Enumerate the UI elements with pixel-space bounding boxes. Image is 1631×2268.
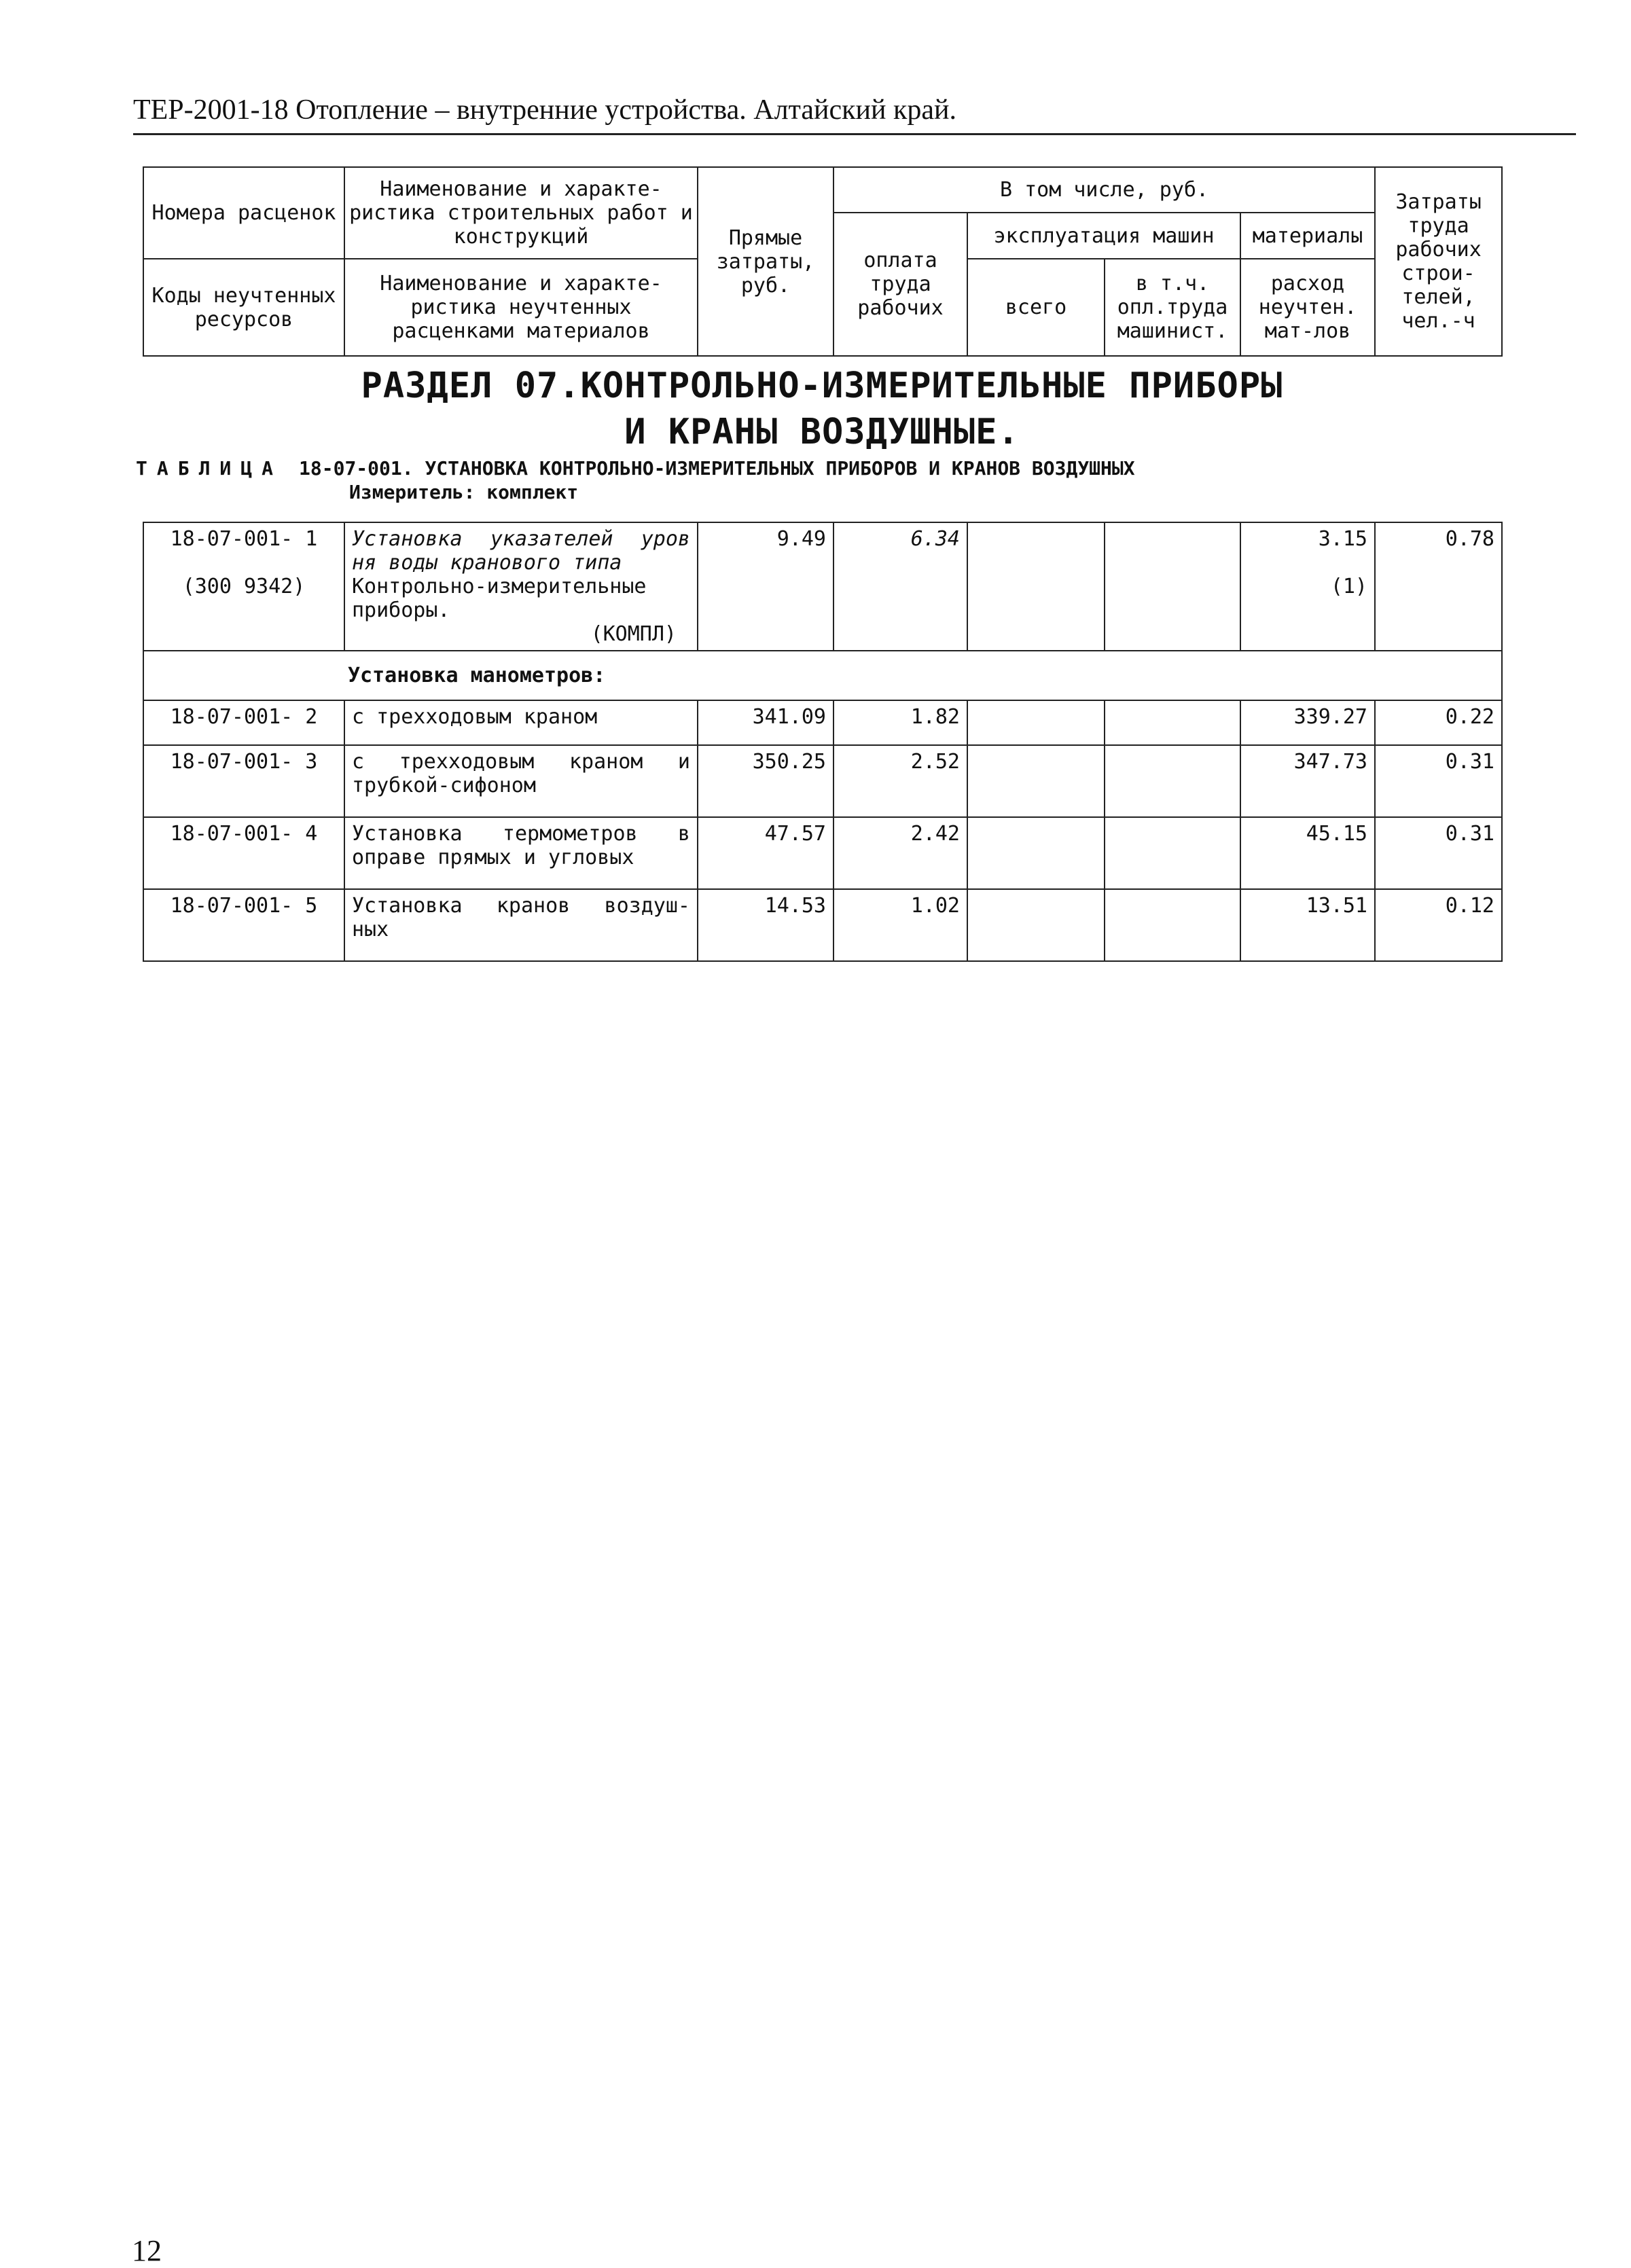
resource-unit: (КОМПЛ) <box>590 622 677 646</box>
rate-name: Установка кранов воздуш- ных <box>344 889 698 961</box>
worker-pay-value: 6.34 <box>834 522 967 651</box>
worker-pay-value: 2.52 <box>834 745 967 817</box>
table-label: ТАБЛИЦА <box>136 457 283 480</box>
col-rate-numbers: Номера расценок <box>143 167 344 259</box>
materials-value: 339.27 <box>1240 700 1375 745</box>
row-code-cell <box>143 522 344 651</box>
operator-pay-value <box>1105 889 1240 961</box>
table-row <box>143 889 1502 961</box>
machines-value <box>967 889 1105 961</box>
column-header-table <box>143 166 1503 357</box>
operator-pay-value <box>1105 700 1240 745</box>
col-operator-pay: в т.ч. опл.труда машинист. <box>1105 259 1240 356</box>
col-unaccounted-usage: расход неучтен. мат-лов <box>1240 259 1375 356</box>
rate-code: 18-07-001- 2 <box>143 700 344 745</box>
rate-code: 18-07-001- 5 <box>143 889 344 961</box>
resource-name: Контрольно-измерительные приборы. <box>352 575 647 622</box>
rate-name: с трехходовым краном <box>344 700 698 745</box>
worker-pay-value: 1.02 <box>834 889 967 961</box>
table-row <box>143 700 1502 745</box>
rate-code: 18-07-001- 3 <box>143 745 344 817</box>
table-caption <box>136 457 1135 480</box>
group-title-manometers: Установка манометров: <box>143 651 1502 700</box>
table-row <box>143 522 1502 651</box>
operator-pay-value <box>1105 745 1240 817</box>
section-title-line-1: РАЗДЕЛ 07.КОНТРОЛЬНО-ИЗМЕРИТЕЛЬНЫЕ ПРИБОРЫ <box>361 365 1283 406</box>
table-caption-text: 18-07-001. УСТАНОВКА КОНТРОЛЬНО-ИЗМЕРИТЕЛЬНЫХ ПРИБОРОВ И КРАНОВ ВОЗДУШНЫХ <box>299 457 1135 480</box>
operator-pay-value <box>1105 817 1240 889</box>
header-rule <box>133 133 1576 135</box>
machines-value <box>967 817 1105 889</box>
direct-costs-value: 350.25 <box>698 745 834 817</box>
col-resource-codes: Коды неучтенных ресурсов <box>143 259 344 356</box>
row-materials-cell <box>1240 522 1375 651</box>
labor-value: 0.31 <box>1375 745 1502 817</box>
col-labor-costs: Затраты труда рабочих строи- телей, чел.-ч <box>1375 167 1502 356</box>
labor-value: 0.22 <box>1375 700 1502 745</box>
rate-name: Установка термометров в оправе прямых и угловых <box>344 817 698 889</box>
machines-value <box>967 522 1105 651</box>
materials-value: 13.51 <box>1240 889 1375 961</box>
group-row <box>143 651 1502 700</box>
labor-value: 0.78 <box>1375 522 1502 651</box>
col-including: В том числе, руб. <box>834 167 1375 213</box>
usage-value: (1) <box>1330 575 1367 598</box>
col-direct-costs: Прямые затраты, руб. <box>698 167 834 356</box>
rate-code: 18-07-001- 1 <box>170 527 318 551</box>
machines-value <box>967 700 1105 745</box>
rate-name: Установка указателей уров ня воды кранового типа <box>352 527 690 575</box>
col-materials: материалы <box>1240 213 1375 259</box>
col-machine-total: всего <box>967 259 1105 356</box>
worker-pay-value: 1.82 <box>834 700 967 745</box>
labor-value: 0.12 <box>1375 889 1502 961</box>
machines-value <box>967 745 1105 817</box>
direct-costs-value: 14.53 <box>698 889 834 961</box>
materials-value: 347.73 <box>1240 745 1375 817</box>
worker-pay-value: 2.42 <box>834 817 967 889</box>
page-number: 12 <box>132 2234 162 2267</box>
col-worker-pay: оплата труда рабочих <box>834 213 967 356</box>
materials-value: 45.15 <box>1240 817 1375 889</box>
rates-table <box>143 522 1503 962</box>
document-header-title: ТЕР-2001-18 Отопление – внутренние устройства. Алтайский край. <box>133 94 957 126</box>
labor-value: 0.31 <box>1375 817 1502 889</box>
section-title <box>143 363 1501 455</box>
operator-pay-value <box>1105 522 1240 651</box>
table-row <box>143 745 1502 817</box>
table-row <box>143 817 1502 889</box>
row-name-cell <box>344 522 698 651</box>
direct-costs-value: 9.49 <box>698 522 834 651</box>
col-unaccounted-name: Наименование и характе- ристика неучтенных расценками материалов <box>344 259 698 356</box>
resource-code: (300 9342) <box>182 575 306 598</box>
direct-costs-value: 341.09 <box>698 700 834 745</box>
section-title-line-2: И КРАНЫ ВОЗДУШНЫЕ. <box>624 412 1020 452</box>
rate-code: 18-07-001- 4 <box>143 817 344 889</box>
rate-name: с трехходовым краном и трубкой-сифоном <box>344 745 698 817</box>
direct-costs-value: 47.57 <box>698 817 834 889</box>
materials-value: 3.15 <box>1318 527 1367 551</box>
col-name-characteristics: Наименование и характе- ристика строительных работ и конструкций <box>344 167 698 259</box>
col-machine-operation: эксплуатация машин <box>967 213 1240 259</box>
table-unit: Измеритель: комплект <box>349 481 579 503</box>
